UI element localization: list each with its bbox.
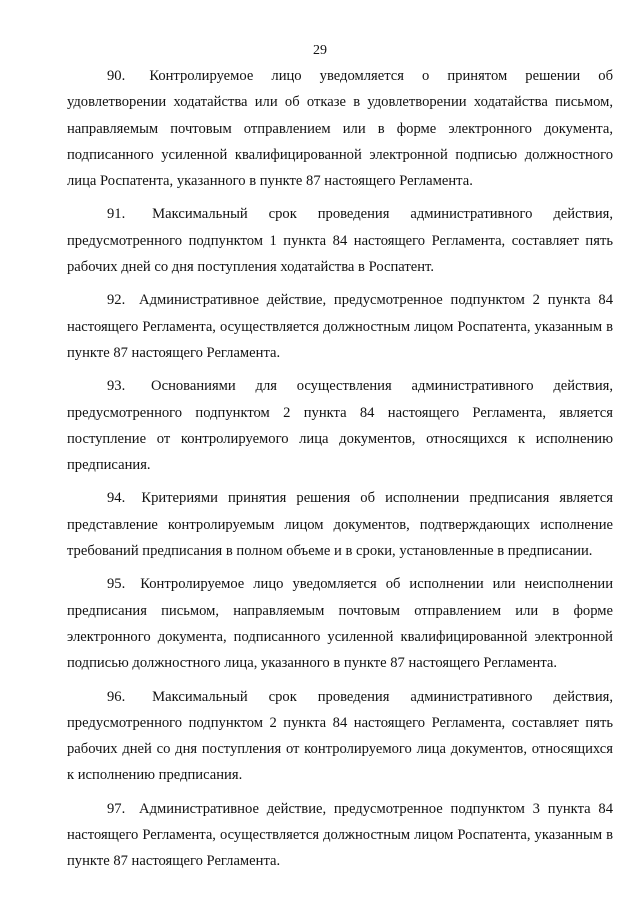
paragraph-95 bbox=[67, 571, 613, 676]
paragraph-text: Максимальный срок проведения административного действия, предусмотренного подпунктом 1 пункта 84 настоящего Регламента, составляет пять рабочих дней со дня поступления ходатайства в Роспатент. bbox=[67, 206, 613, 276]
paragraph-number: 96. bbox=[107, 688, 126, 705]
paragraph-number: 95. bbox=[107, 576, 126, 593]
paragraph-text: Административное действие, предусмотренное подпунктом 2 пункта 84 настоящего Регламента, осуществляется должностным лицом Роспатента, указанным в пункте 87 настоящего Регламента. bbox=[67, 292, 613, 361]
paragraph-94 bbox=[67, 485, 613, 564]
paragraph-text: Основаниями для осуществления административного действия, предусмотренного подпунктом 2 пункта 84 настоящего Регламента, является поступление от контролируемого лица документов, относящихся к исполнению предписания. bbox=[67, 378, 613, 474]
paragraph-text: Контролируемое лицо уведомляется об исполнении или неисполнении предписания письмом, направляемым почтовым отправлением или в форме электронного документа, подписанного усиленной квалифицированной электронной подписью должностного лица, указанного в пункте 87 настоящего Регламента. bbox=[67, 576, 613, 672]
paragraph-number: 90. bbox=[107, 68, 126, 84]
paragraph-number: 91. bbox=[107, 206, 126, 223]
paragraph-90 bbox=[67, 63, 613, 194]
paragraph-93 bbox=[67, 373, 613, 478]
document-body bbox=[67, 63, 613, 882]
paragraph-number: 94. bbox=[107, 490, 126, 507]
paragraph-text: Максимальный срок проведения административного действия, предусмотренного подпунктом 2 пункта 84 настоящего Регламента, составляет пять рабочих дней со дня поступления от контролируемого лица документов, относящихся к исполнению предписания. bbox=[67, 688, 613, 784]
paragraph-97 bbox=[67, 796, 613, 875]
paragraph-91 bbox=[67, 201, 613, 280]
paragraph-text: Критериями принятия решения об исполнении предписания является представление контролируемым лицом документов, подтверждающих исполнение требований предписания в полном объеме и в сроки, установленные в предписании. bbox=[67, 490, 613, 560]
paragraph-text: Контролируемое лицо уведомляется о принятом решении об удовлетворении ходатайства или об отказе в удовлетворении ходатайства письмом, направляемым почтовым отправлением или в форме электронного документа, подписанного усиленной квалифицированной электронной подписью должностного лица Роспатента, указанного в пункте 87 настоящего Регламента. bbox=[67, 68, 613, 190]
paragraph-92 bbox=[67, 287, 613, 366]
paragraph-text: Административное действие, предусмотренное подпунктом 3 пункта 84 настоящего Регламента, осуществляется должностным лицом Роспатента, указанным в пункте 87 настоящего Регламента. bbox=[67, 800, 613, 870]
paragraph-number: 97. bbox=[107, 800, 126, 817]
page-number: 29 bbox=[313, 43, 327, 58]
paragraph-number: 93. bbox=[107, 378, 126, 395]
paragraph-96 bbox=[67, 684, 613, 789]
paragraph-number: 92. bbox=[107, 292, 126, 309]
